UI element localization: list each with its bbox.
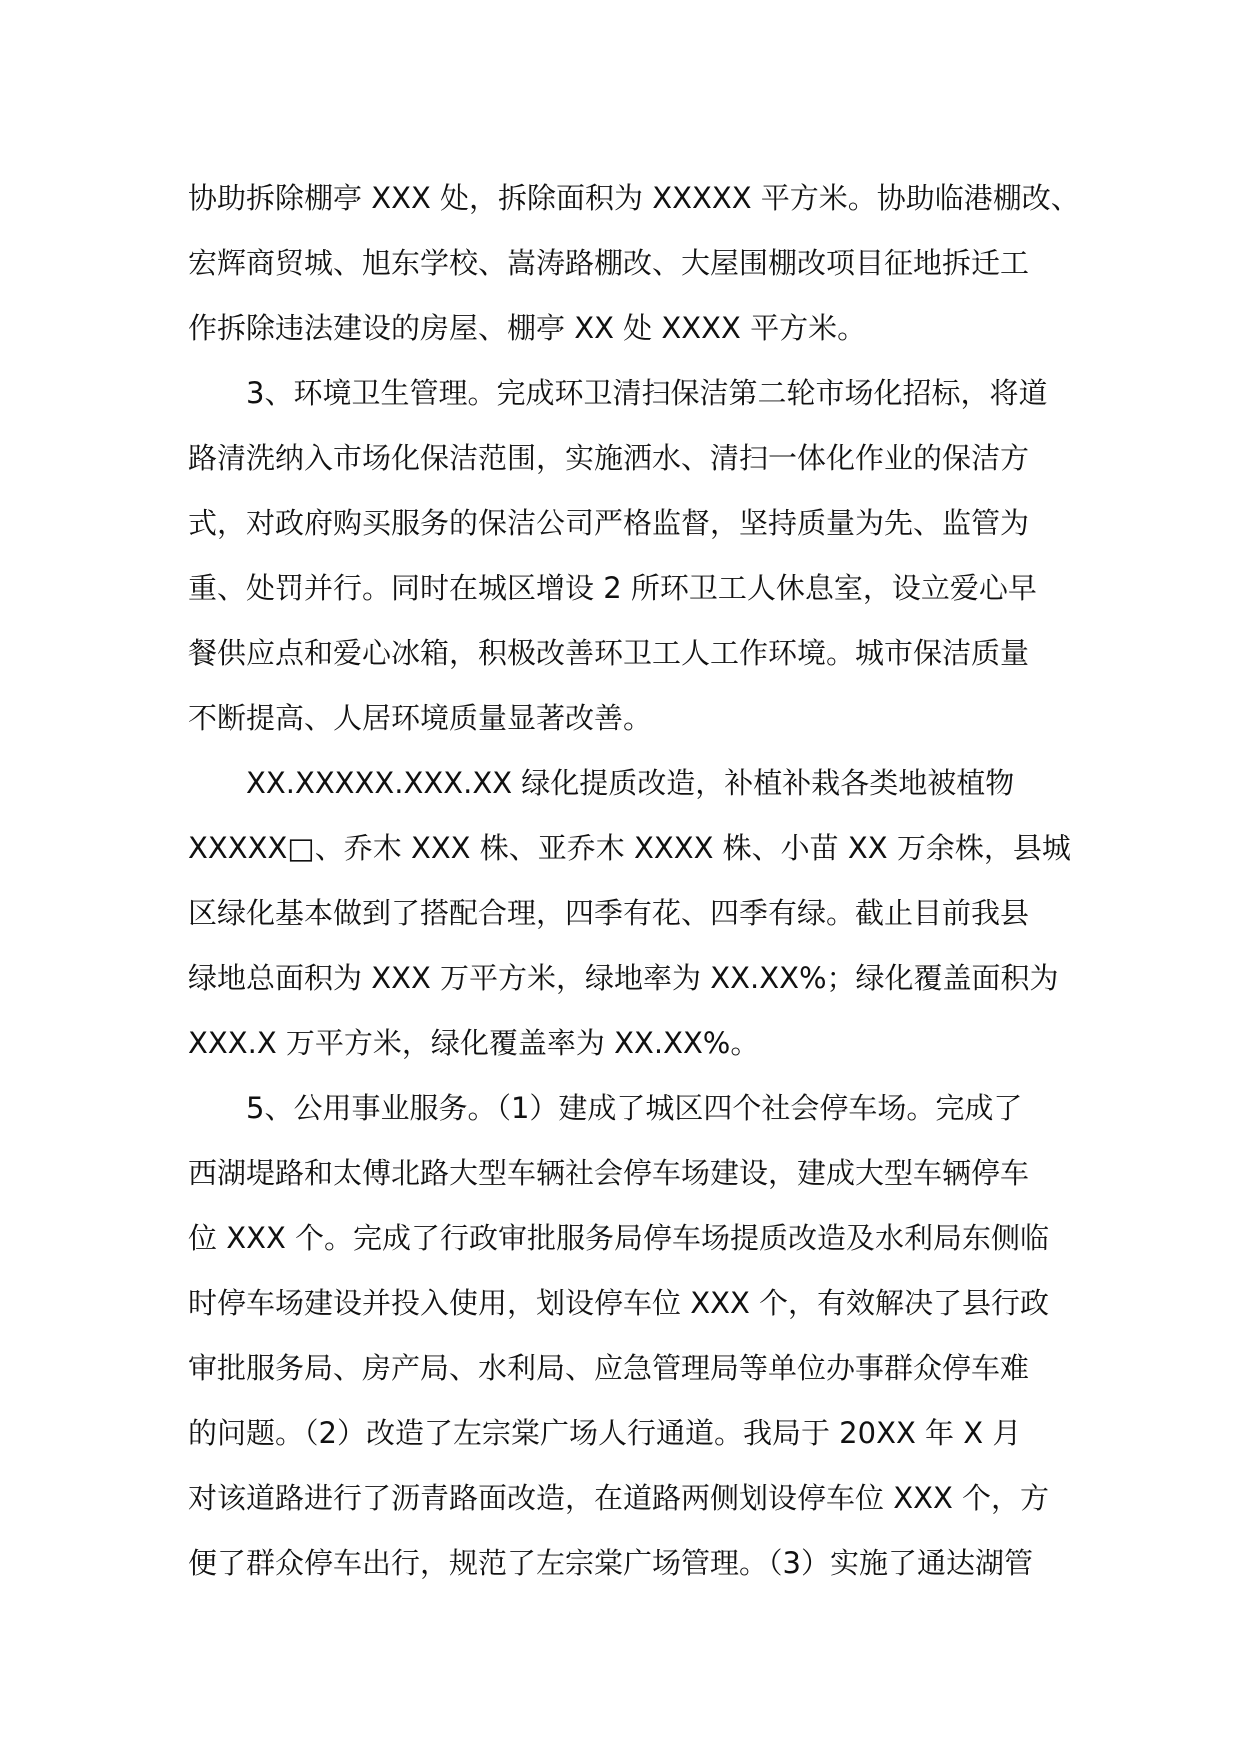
text-line: 协助拆除棚亭 XXX 处，拆除面积为 XXXXX 平方米。协助临港棚改、 [188,181,1080,215]
text-line: 不断提高、人居环境质量显著改善。 [188,701,653,735]
text-line: 宏辉商贸城、旭东学校、嵩涛路棚改、大屋围棚改项目征地拆迁工 [188,246,1030,280]
text-line: 位 XXX 个。完成了行政审批服务局停车场提质改造及水利局东侧临 [188,1221,1050,1255]
text-line: 审批服务局、房产局、水利局、应急管理局等单位办事群众停车难 [188,1351,1030,1385]
text-line: 餐供应点和爱心冰箱，积极改善环卫工人工作环境。城市保洁质量 [188,636,1030,670]
text-line: 作拆除违法建设的房屋、棚亭 XX 处 XXXX 平方米。 [188,311,867,345]
text-line: 对该道路进行了沥青路面改造，在道路两侧划设停车位 XXX 个，方 [188,1481,1050,1515]
text-line: XXX.X 万平方米，绿化覆盖率为 XX.XX%。 [188,1026,760,1060]
text-line: 西湖堤路和太傅北路大型车辆社会停车场建设，建成大型车辆停车 [188,1156,1030,1190]
text-line: 区绿化基本做到了搭配合理，四季有花、四季有绿。截止目前我县 [188,896,1030,930]
text-line: XX.XXXXX.XXX.XX 绿化提质改造，补植补栽各类地被植物 [246,766,1015,800]
text-line: 时停车场建设并投入使用，划设停车位 XXX 个，有效解决了县行政 [188,1286,1050,1320]
text-line: 路清洗纳入市场化保洁范围，实施洒水、清扫一体化作业的保洁方 [188,441,1030,475]
text-line: 重、处罚并行。同时在城区增设 2 所环卫工人休息室，设立爱心早 [188,571,1037,605]
text-line: XXXXX□、乔木 XXX 株、亚乔木 XXXX 株、小苗 XX 万余株，县城 [188,831,1071,865]
text-line: 式，对政府购买服务的保洁公司严格监督，坚持质量为先、监管为 [188,506,1030,540]
document-body [188,166,1080,1596]
text-line: 的问题。（2）改造了左宗棠广场人行通道。我局于 20XX 年 X 月 [188,1416,1022,1450]
text-line: 3、环境卫生管理。完成环卫清扫保洁第二轮市场化招标，将道 [246,376,1048,410]
text-line: 便了群众停车出行，规范了左宗棠广场管理。（3）实施了通达湖管 [188,1546,1033,1580]
text-line: 绿地总面积为 XXX 万平方米，绿地率为 XX.XX%；绿化覆盖面积为 [188,961,1059,995]
text-line: 5、公用事业服务。（1）建成了城区四个社会停车场。完成了 [246,1091,1023,1125]
